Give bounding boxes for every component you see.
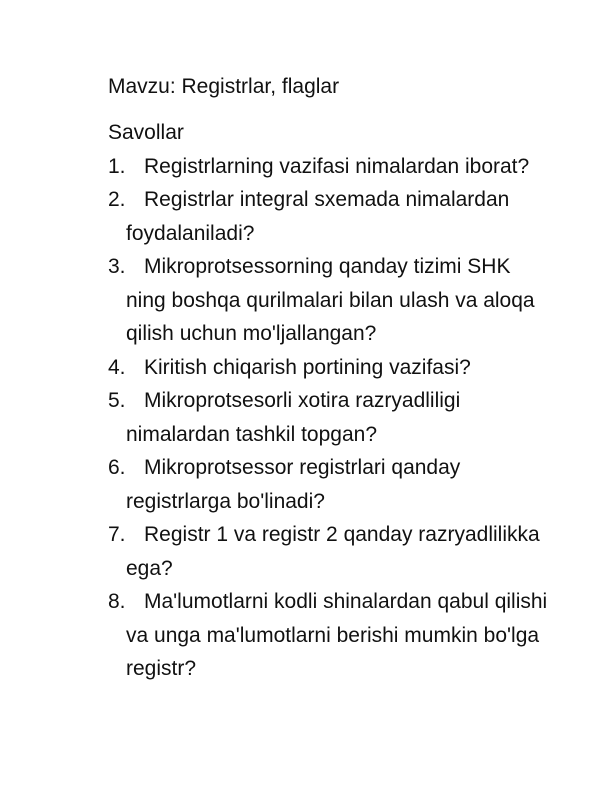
question-number: 4. [108, 355, 126, 379]
question-item [108, 183, 548, 250]
question-number: 3. [108, 255, 126, 278]
question-item [108, 585, 548, 686]
question-item [108, 351, 548, 385]
question-item [108, 250, 548, 351]
questions-list [108, 150, 548, 686]
question-text: Mikroprotsessor registrlari qanday registrlarga bo'linadi? [126, 456, 461, 513]
question-text: Kiritish chiqarish portining vazifasi? [144, 355, 471, 379]
question-number: 8. [108, 590, 126, 613]
topic-heading: Mavzu: Registrlar, flaglar [108, 75, 340, 98]
question-text: Mikroprotsessorning qanday tizimi SHK ning boshqa qurilmalari bilan ulash va aloqa qilish uchun mo'ljallangan? [126, 255, 535, 345]
question-text: Mikroprotsesorli xotira razryadliligi nimalardan tashkil topgan? [126, 389, 461, 446]
question-text: Ma'lumotlarni kodli shinalardan qabul qilishi va unga ma'lumotlarni berishi mumkin bo'lga registr? [126, 590, 548, 680]
question-text: Registrlar integral sxemada nimalardan foydalaniladi? [126, 188, 510, 245]
question-number: 1. [108, 154, 126, 178]
question-number: 7. [108, 523, 126, 546]
question-item [108, 384, 548, 451]
question-text: Registrlarning vazifasi nimalardan iborat? [144, 154, 530, 178]
section-title: Savollar [108, 121, 184, 144]
question-item [108, 451, 548, 518]
question-number: 6. [108, 456, 126, 479]
question-text: Registr 1 va registr 2 qanday razryadlilikka ega? [126, 523, 540, 580]
questions-section [108, 116, 548, 686]
question-number: 5. [108, 389, 126, 412]
question-item [108, 150, 548, 184]
question-item [108, 518, 548, 585]
question-number: 2. [108, 188, 126, 211]
